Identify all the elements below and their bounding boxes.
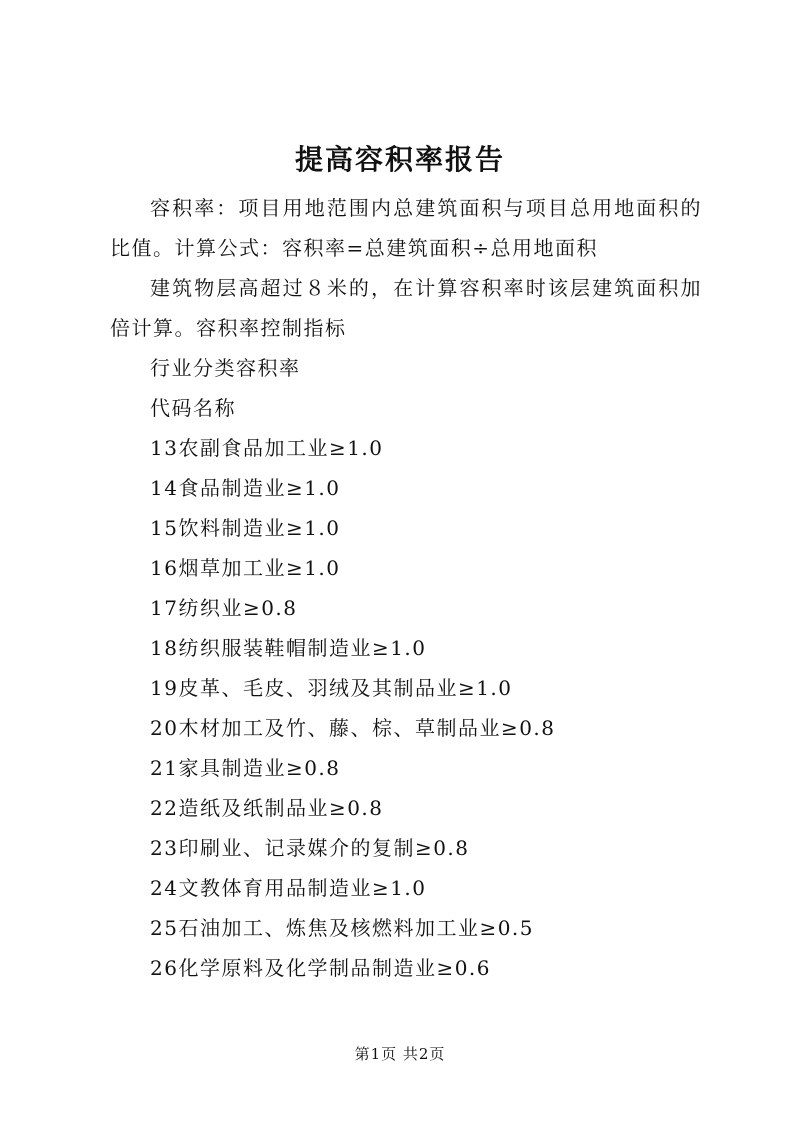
table-header-line: 行业分类容积率 bbox=[150, 356, 301, 380]
list-item: 26化学原料及化学制品制造业≥0.6 bbox=[150, 956, 492, 980]
table-header-line: 代码名称 bbox=[150, 396, 236, 420]
document-title: 提高容积率报告 bbox=[294, 143, 505, 176]
list-item: 20木材加工及竹、藤、棕、草制品业≥0.8 bbox=[150, 716, 556, 740]
paragraph-definition: 容积率：项目用地范围内总建筑面积与项目总用地面积的比值。计算公式：容积率=总建筑面积÷总用地面积 bbox=[110, 196, 702, 260]
list-item: 19皮革、毛皮、羽绒及其制品业≥1.0 bbox=[150, 676, 513, 700]
list-item: 13农副食品加工业≥1.0 bbox=[150, 436, 384, 460]
list-item: 25石油加工、炼焦及核燃料加工业≥0.5 bbox=[150, 916, 535, 940]
list-item: 15饮料制造业≥1.0 bbox=[150, 516, 341, 540]
list-item: 14食品制造业≥1.0 bbox=[150, 476, 341, 500]
list-item: 24文教体育用品制造业≥1.0 bbox=[150, 876, 427, 900]
list-item: 18纺织服装鞋帽制造业≥1.0 bbox=[150, 636, 427, 660]
document-body bbox=[110, 188, 702, 988]
list-item: 17纺织业≥0.8 bbox=[150, 596, 298, 620]
list-item: 21家具制造业≥0.8 bbox=[150, 756, 341, 780]
page-number-footer: 第1页 共2页 bbox=[354, 1045, 446, 1063]
paragraph-height-rule: 建筑物层高超过８米的，在计算容积率时该层建筑面积加倍计算。容积率控制指标 bbox=[110, 276, 702, 340]
list-item: 22造纸及纸制品业≥0.8 bbox=[150, 796, 384, 820]
list-item: 16烟草加工业≥1.0 bbox=[150, 556, 341, 580]
list-item: 23印刷业、记录媒介的复制≥0.8 bbox=[150, 836, 470, 860]
